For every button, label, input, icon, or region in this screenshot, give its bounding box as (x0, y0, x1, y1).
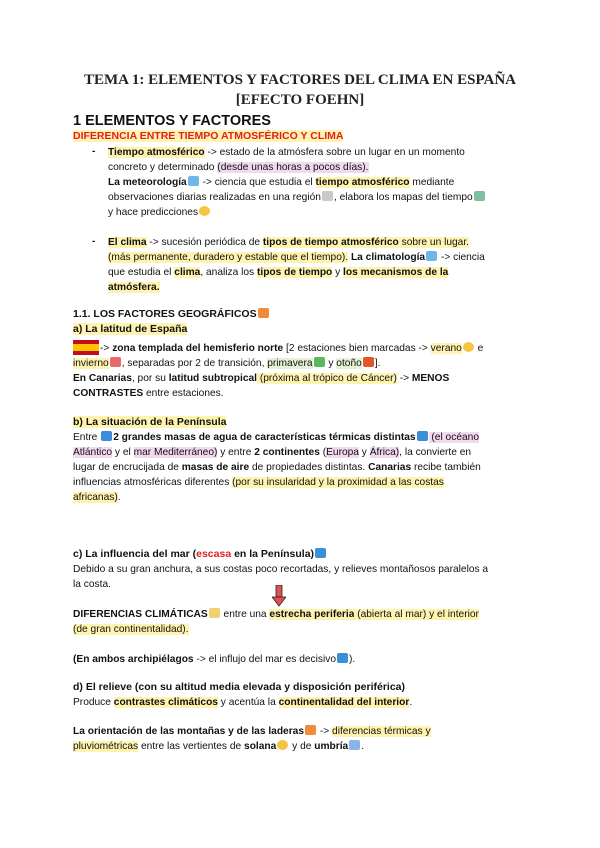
down-arrow-icon (272, 585, 286, 607)
mar-line-2: la costa. (73, 579, 111, 590)
mar-line-4: (de gran continentalidad). (73, 624, 189, 635)
situacion-line-5: africanas). (73, 492, 121, 503)
latitud-line-4: CONTRASTES entre estaciones. (73, 388, 224, 399)
bullet-dash: - (92, 236, 96, 247)
situacion-line-1: Entre 2 grandes masas de agua de características térmicas distintas (el océano (73, 432, 479, 443)
mar-heading: c) La influencia del mar (escasa en la Península) (73, 548, 327, 560)
eyes-icon (322, 191, 333, 201)
mar-line-1: Debido a su gran anchura, a sus costas poco recortadas, y relieves montañosos paralelos a (73, 564, 489, 575)
wave-icon (315, 548, 326, 558)
bullet-dash: - (92, 146, 96, 157)
situacion-line-2: Atlántico y el mar Mediterráneo) y entre 2 continentes (Europa y África), la convierte en (73, 447, 472, 458)
clima-line-2: (más permanente, duradero y estable que el tiempo). La climatología -> ciencia (108, 252, 485, 263)
page-title: TEMA 1: ELEMENTOS Y FACTORES DEL CLIMA EN ESPAÑA (83, 72, 517, 88)
latitud-line-1: -> zona templada del hemisferio norte [2 estaciones bien marcadas -> verano e (100, 343, 484, 354)
santa-icon (110, 357, 121, 367)
test-tube-icon (188, 176, 199, 186)
tiempo-line-1: Tiempo atmosférico -> estado de la atmósfera sobre un lugar en un momento (108, 147, 465, 158)
sun-icon (463, 342, 474, 352)
spain-flag-icon (73, 340, 99, 355)
latitud-heading: a) La latitud de España (73, 323, 188, 335)
herb-icon (314, 357, 325, 367)
sunset-icon (258, 308, 269, 318)
tiempo-line-3: La meteorología -> ciencia que estudia el tiempo atmosférico mediante (108, 177, 455, 188)
mar-line-3: DIFERENCIAS CLIMÁTICAS entre una estrecha periferia (abierta al mar) y el interior (73, 609, 479, 620)
section-subheading: DIFERENCIA ENTRE TIEMPO ATMOSFÉRICO Y CLIMA (73, 130, 344, 142)
factores-heading: 1.1. LOS FACTORES GEOGRÁFICOS (73, 308, 270, 320)
relieve-line-1: Produce contrastes climáticos y acentúa la continentalidad del interior. (73, 697, 413, 708)
section-heading: 1 ELEMENTOS Y FACTORES (73, 113, 271, 129)
mar-line-5: (En ambos archipiélagos -> el influjo del mar es decisivo ). (73, 654, 356, 665)
page-title-subtitle: [EFECTO FOEHN] (235, 92, 365, 108)
wave-icon (337, 653, 348, 663)
maple-leaf-icon (363, 357, 374, 367)
wave-icon (101, 431, 112, 441)
sun-behind-cloud-icon (209, 608, 220, 618)
relieve-line-2: La orientación de las montañas y de las laderas -> diferencias térmicas y (73, 726, 431, 737)
latitud-line-3: En Canarias, por su latitud subtropical (próxima al trópico de Cáncer) -> MENOS (73, 373, 450, 384)
sun-icon (277, 740, 288, 750)
situacion-heading: b) La situación de la Península (73, 416, 227, 428)
tiempo-line-4: observaciones diarias realizadas en una región , elabora los mapas del tiempo (108, 190, 486, 205)
relieve-line-3: pluviométricas entre las vertientes de solana y de umbría . (73, 741, 365, 752)
tiempo-line-5: y hace predicciones (108, 205, 211, 220)
tiempo-line-2: concreto y determinado (desde unas horas a pocos días). (108, 162, 369, 173)
clima-line-4: atmósfera. (108, 282, 160, 293)
clima-line-1: El clima -> sucesión periódica de tipos de tiempo atmosférico sobre un lugar. (108, 237, 469, 248)
relieve-heading: d) El relieve (con su altitud media elevada y disposición periférica) (73, 681, 406, 693)
situacion-line-4: influencias atmosféricas diferentes (por su insularidad y la proximidad a las costas (73, 477, 444, 488)
thinking-face-icon (199, 206, 210, 216)
test-tube-icon (426, 251, 437, 261)
map-icon (474, 191, 485, 201)
wave-icon (417, 431, 428, 441)
umbrella-icon (349, 740, 360, 750)
situacion-line-3: lugar de encrucijada de masas de aire de propiedades distintas. Canarias recibe también (73, 462, 481, 473)
latitud-line-2: invierno , separadas por 2 de transición, primavera y otoño ]. (73, 358, 381, 369)
sunset-icon (305, 725, 316, 735)
clima-line-3: que estudia el clima, analiza los tipos de tiempo y los mecanismos de la (108, 267, 449, 278)
